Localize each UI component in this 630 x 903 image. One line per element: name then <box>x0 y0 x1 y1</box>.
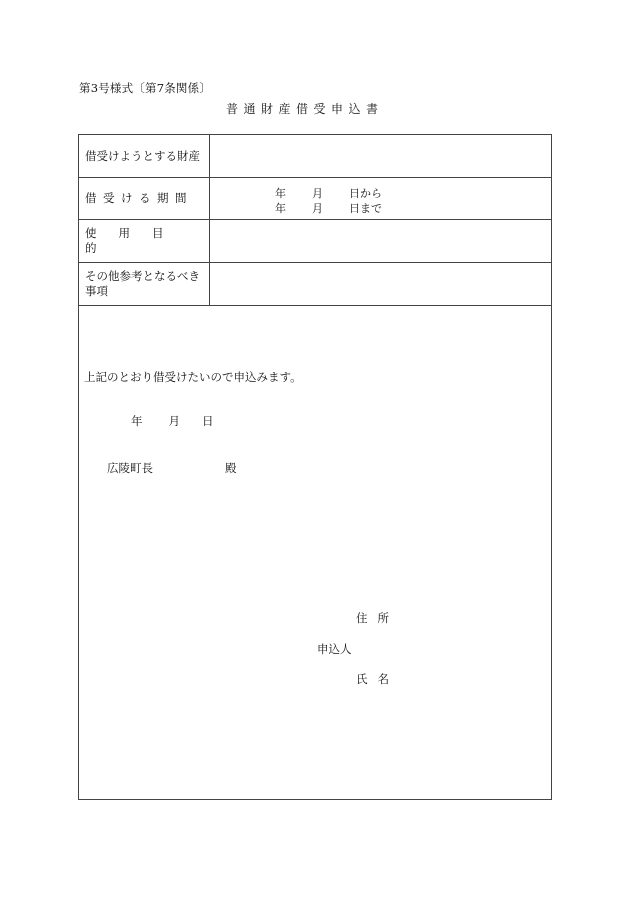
application-date <box>131 413 214 429</box>
remarks-label: その他参考となるべき事項 <box>79 263 210 305</box>
applicant-label: 申込人 <box>317 642 352 656</box>
period-end-day: 日まで <box>349 202 382 215</box>
period-start-day: 日から <box>349 187 382 200</box>
application-date-month: 月 <box>168 414 180 428</box>
period-start-line <box>275 185 382 201</box>
application-date-year: 年 <box>131 414 143 428</box>
address-label: 住所 <box>356 611 399 625</box>
remarks-row <box>79 263 551 306</box>
period-start-year: 年 <box>275 187 286 200</box>
name-label: 氏名 <box>356 672 399 686</box>
period-end-year: 年 <box>275 202 286 215</box>
period-start-month: 月 <box>312 187 323 200</box>
property-label: 借受けようとする財産 <box>79 135 210 177</box>
property-row <box>79 135 551 178</box>
application-statement: 上記のとおり借受けたいので申込みます。 <box>84 370 302 384</box>
form-number: 第3号様式〔第7条関係〕 <box>79 81 212 95</box>
application-date-day: 日 <box>202 414 214 428</box>
purpose-row <box>79 220 551 263</box>
period-row <box>79 178 551 220</box>
honorific: 殿 <box>225 461 237 475</box>
period-end-line <box>275 200 382 216</box>
purpose-label: 使用目的 <box>79 220 210 262</box>
period-end-month: 月 <box>312 202 323 215</box>
addressee: 広陵町長 <box>107 461 153 475</box>
period-label: 借受ける期間 <box>79 178 210 219</box>
document-title: 普通財産借受申込書 <box>226 102 384 116</box>
